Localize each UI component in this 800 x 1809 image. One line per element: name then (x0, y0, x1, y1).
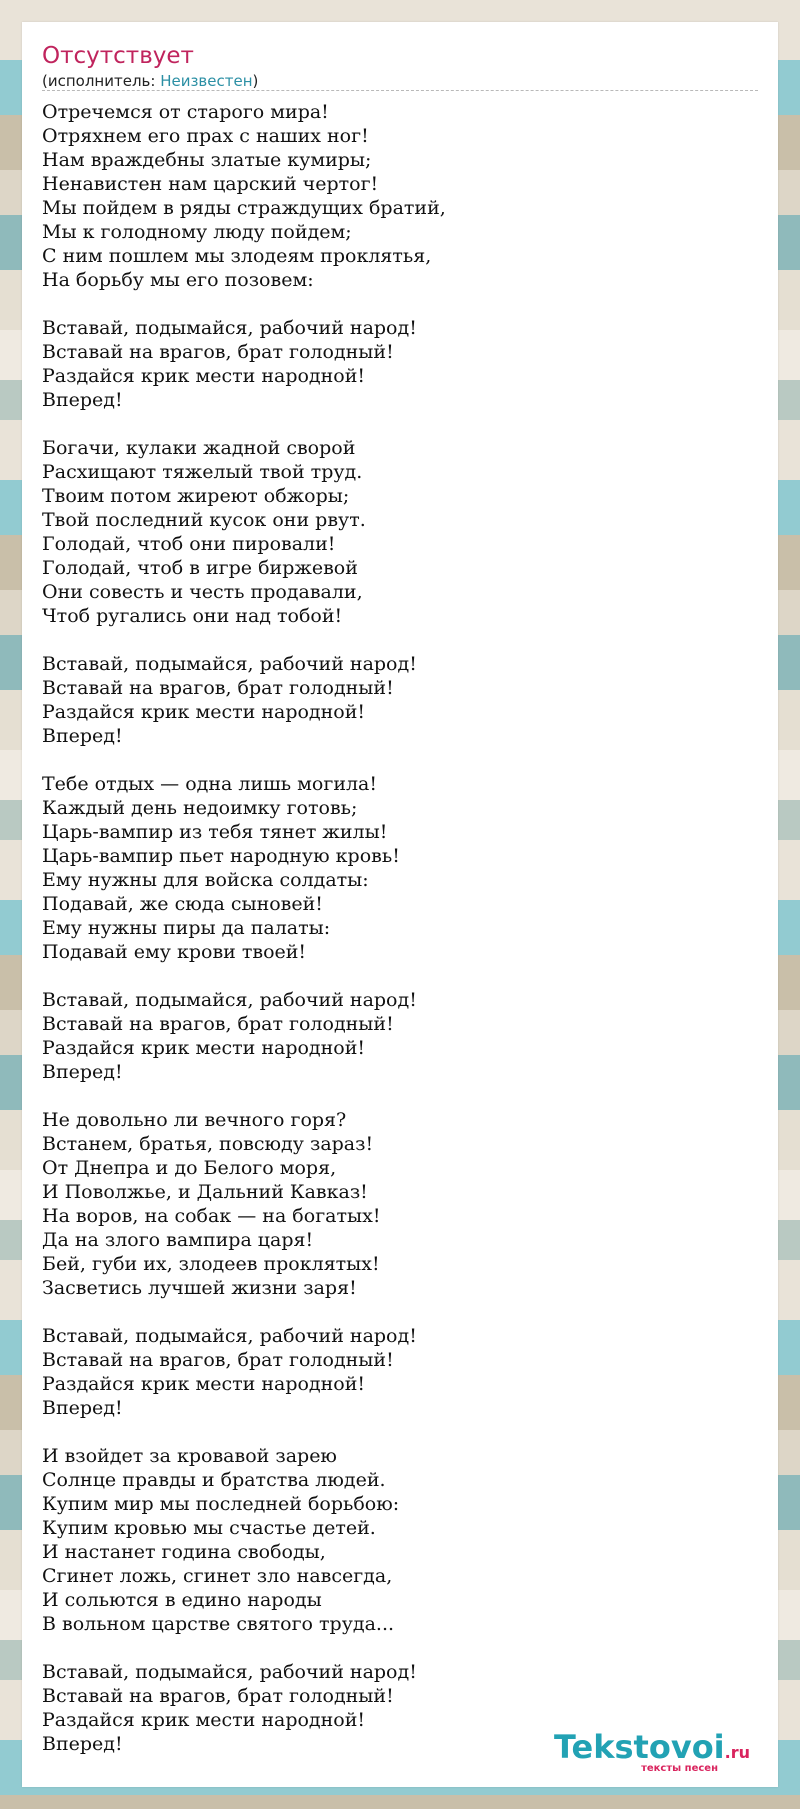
logo-tld: .ru (724, 1743, 750, 1762)
lyric-stanza (42, 1444, 758, 1636)
lyric-line: Мы к голодному люду пойдем; (42, 221, 352, 243)
lyric-line: Подавай, же сюда сыновей! (42, 893, 323, 915)
lyric-line: Купим кровью мы счастье детей. (42, 1517, 376, 1539)
lyric-line: Вставай на врагов, брат голодный! (42, 1685, 394, 1707)
lyric-line: Ему нужны пиры да палаты: (42, 917, 331, 939)
lyric-line: И взойдет за кровавой зарею (42, 1445, 337, 1467)
artist-prefix: (исполнитель: (42, 72, 161, 90)
artist-link[interactable]: Неизвестен (160, 72, 253, 90)
lyric-stanza (42, 652, 758, 748)
lyric-stanza (42, 1324, 758, 1420)
lyric-line: Голодай, чтоб в игре биржевой (42, 557, 358, 579)
lyric-line: Ненавистен нам царский чертог! (42, 173, 379, 195)
lyric-line: Вставай, подымайся, рабочий народ! (42, 1325, 417, 1347)
lyric-line: На воров, на собак — на богатых! (42, 1205, 381, 1227)
artist-line (42, 71, 258, 91)
lyric-line: Твоим потом жиреют обжоры; (42, 485, 350, 507)
lyric-line: Вперед! (42, 389, 123, 411)
lyric-line: Вставай, подымайся, рабочий народ! (42, 1661, 417, 1683)
lyric-line: Вперед! (42, 725, 123, 747)
lyric-line: Бей, губи их, злодеев проклятых! (42, 1253, 380, 1275)
lyric-line: Да на злого вампира царя! (42, 1229, 314, 1251)
lyric-line: Вставай на врагов, брат голодный! (42, 677, 394, 699)
lyric-stanza (42, 316, 758, 412)
lyric-line: Они совесть и честь продавали, (42, 581, 363, 603)
lyric-line: И сольются в едино народы (42, 1589, 322, 1611)
logo-name: Tekstovoi (553, 1728, 725, 1766)
lyric-stanza (42, 772, 758, 964)
lyric-line: Солнце правды и братства людей. (42, 1469, 386, 1491)
lyric-line: Вставай на врагов, брат голодный! (42, 341, 394, 363)
lyric-stanza (42, 1108, 758, 1300)
lyric-stanza (42, 988, 758, 1084)
lyric-line: С ним пошлем мы злодеям проклятья, (42, 245, 432, 267)
site-logo[interactable] (553, 1728, 750, 1775)
lyric-line: Вперед! (42, 1061, 123, 1083)
lyric-line: Встанем, братья, повсюду зараз! (42, 1133, 374, 1155)
lyrics-card (22, 22, 778, 1787)
lyric-line: Раздайся крик мести народной! (42, 701, 366, 723)
lyric-line: Раздайся крик мести народной! (42, 1373, 366, 1395)
lyric-line: Вперед! (42, 1397, 123, 1419)
lyric-line: Твой последний кусок они рвут. (42, 509, 366, 531)
lyric-line: Нам враждебны златые кумиры; (42, 149, 372, 171)
lyric-line: Богачи, кулаки жадной сворой (42, 437, 356, 459)
lyric-line: На борьбу мы его позовем: (42, 269, 314, 291)
lyric-line: Не довольно ли вечного горя? (42, 1109, 347, 1131)
lyric-line: Мы пойдем в ряды страждущих братий, (42, 197, 446, 219)
lyric-line: Вперед! (42, 1733, 123, 1755)
lyric-line: И Поволжье, и Дальний Кавказ! (42, 1181, 368, 1203)
lyric-line: Купим мир мы последней борьбою: (42, 1493, 400, 1515)
lyric-line: Голодай, чтоб они пировали! (42, 533, 336, 555)
lyric-line: Вставай, подымайся, рабочий народ! (42, 317, 417, 339)
lyric-line: Вставай на врагов, брат голодный! (42, 1013, 394, 1035)
lyric-line: Расхищают тяжелый твой труд. (42, 461, 363, 483)
lyric-line: Раздайся крик мести народной! (42, 1709, 366, 1731)
lyric-line: Тебе отдых — одна лишь могила! (42, 773, 378, 795)
lyric-line: Раздайся крик мести народной! (42, 365, 366, 387)
lyric-line: В вольном царстве святого труда... (42, 1613, 395, 1635)
lyric-line: Вставай, подымайся, рабочий народ! (42, 653, 417, 675)
lyric-line: Каждый день недоимку готовь; (42, 797, 358, 819)
lyric-line: От Днепра и до Белого моря, (42, 1157, 337, 1179)
title-divider (42, 90, 758, 91)
lyric-line: Царь-вампир из тебя тянет жилы! (42, 821, 388, 843)
song-title: Отсутствует (42, 43, 194, 69)
lyric-line: Вставай, подымайся, рабочий народ! (42, 989, 417, 1011)
artist-suffix: ) (252, 72, 259, 90)
lyric-line: Засветись лучшей жизни заря! (42, 1277, 357, 1299)
lyric-line: Царь-вампир пьет народную кровь! (42, 845, 400, 867)
lyric-line: Отряхнем его прах с наших ног! (42, 125, 369, 147)
lyric-line: Отречемся от старого мира! (42, 101, 329, 123)
lyric-line: Чтоб ругались они над тобой! (42, 605, 343, 627)
lyric-stanza (42, 436, 758, 628)
lyrics-text (42, 100, 758, 1780)
lyric-line: Подавай ему крови твоей! (42, 941, 307, 963)
logo-tagline: тексты песен (641, 1763, 718, 1774)
lyric-stanza (42, 100, 758, 292)
lyric-line: Вставай на врагов, брат голодный! (42, 1349, 394, 1371)
lyric-line: Сгинет ложь, сгинет зло навсегда, (42, 1565, 393, 1587)
lyric-line: Ему нужны для войска солдаты: (42, 869, 369, 891)
lyric-line: И настанет година свободы, (42, 1541, 326, 1563)
lyric-line: Раздайся крик мести народной! (42, 1037, 366, 1059)
